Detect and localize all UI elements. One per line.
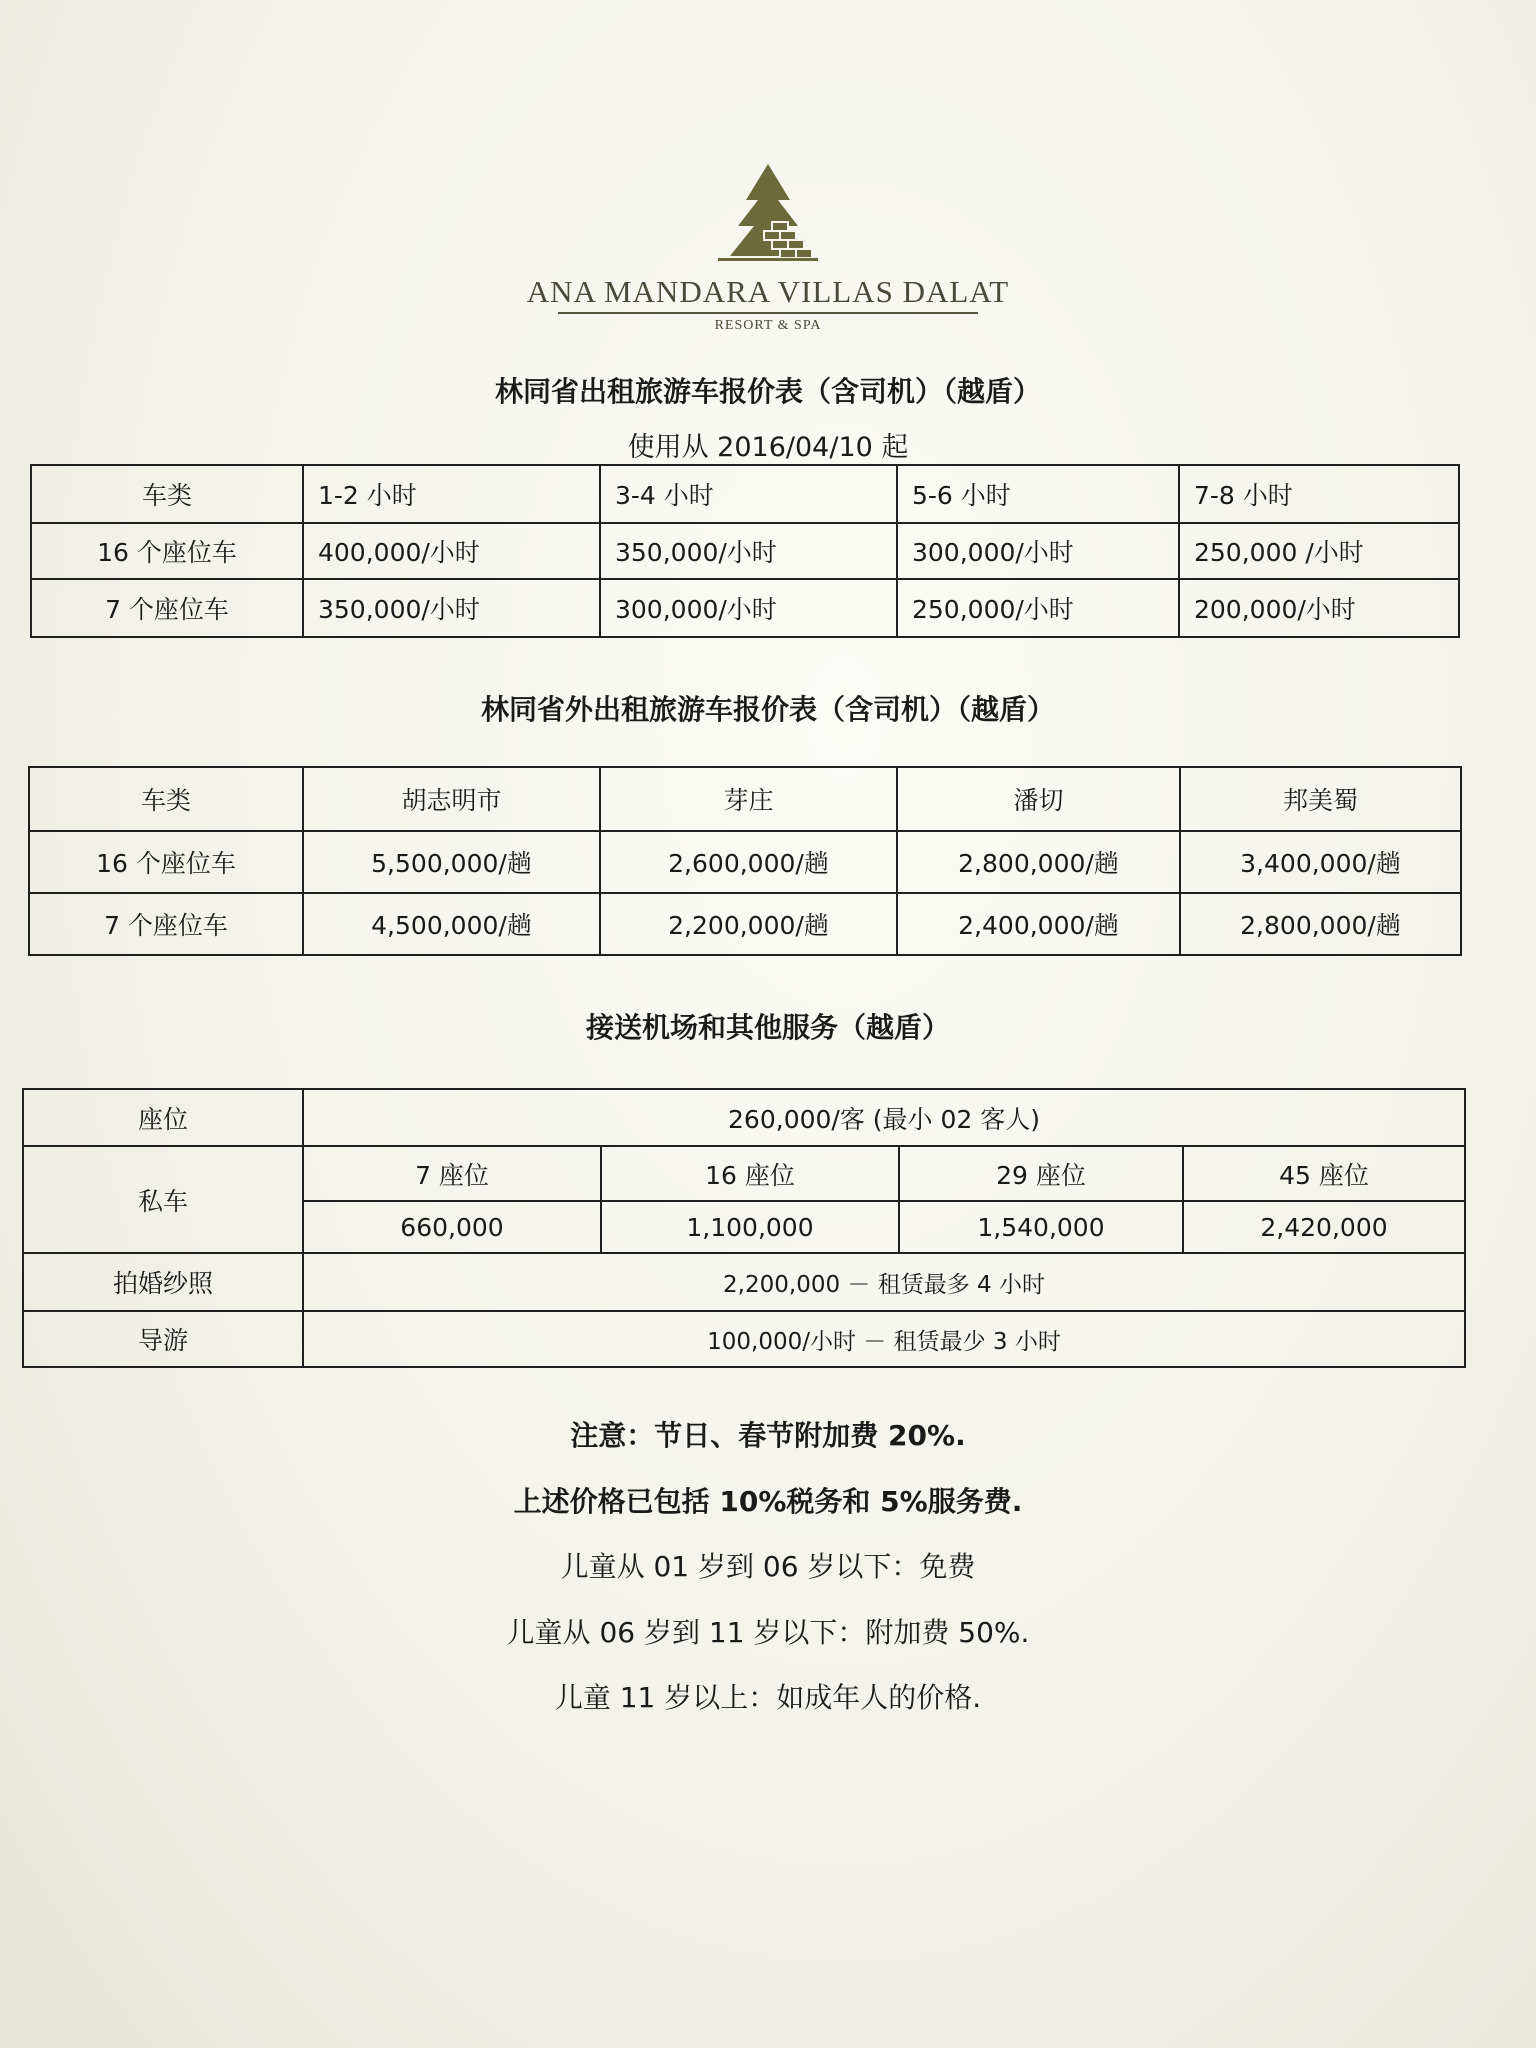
table-header-cell: 车类: [31, 465, 303, 523]
price-cell: 2,800,000/趟: [897, 831, 1180, 893]
table-header-cell: 芽庄: [600, 767, 897, 831]
brand-name: ANA MANDARA VILLAS DALAT: [526, 274, 1010, 309]
table-row: [31, 523, 1459, 579]
brand-subtitle: RESORT & SPA: [714, 318, 822, 333]
table-row: [29, 831, 1461, 893]
table-header-cell: 45 座位: [1183, 1146, 1465, 1201]
table-header-cell: 29 座位: [899, 1146, 1183, 1201]
vehicle-type-cell: 7 个座位车: [29, 893, 303, 955]
price-cell: 2,200,000/趟: [600, 893, 897, 955]
vehicle-type-cell: 7 个座位车: [31, 579, 303, 637]
table-row: [23, 1089, 1465, 1146]
note-child-free: 儿童从 01 岁到 06 岁以下：免费: [560, 1550, 976, 1583]
out-of-province-rental-table: [28, 766, 1462, 956]
price-cell: 2,420,000: [1183, 1201, 1465, 1253]
price-cell: 300,000/小时: [600, 579, 897, 637]
brand-underline: [558, 312, 978, 314]
table-row: [31, 579, 1459, 637]
section1-subtitle: 使用从 2016/04/10 起: [627, 432, 909, 463]
table-header-cell: 1-2 小时: [303, 465, 600, 523]
table-header-cell: 车类: [29, 767, 303, 831]
price-cell: 1,100,000: [601, 1201, 899, 1253]
service-value-cell: 260,000/客 (最小 02 客人): [303, 1089, 1465, 1146]
table-row: [29, 893, 1461, 955]
price-cell: 2,800,000/趟: [1180, 893, 1461, 955]
service-label-cell: 拍婚纱照: [23, 1253, 303, 1311]
price-cell: 4,500,000/趟: [303, 893, 600, 955]
price-cell: 1,540,000: [899, 1201, 1183, 1253]
table-row: [23, 1311, 1465, 1367]
price-cell: 400,000/小时: [303, 523, 600, 579]
service-value-cell: 2,200,000 － 租赁最多 4 小时: [303, 1253, 1465, 1311]
brand-logo: [0, 160, 1536, 334]
table-row: [23, 1146, 1465, 1201]
pine-tree-brick-logo-icon: [698, 160, 838, 270]
price-cell: 2,400,000/趟: [897, 893, 1180, 955]
price-cell: 300,000/小时: [897, 523, 1179, 579]
price-cell: 660,000: [303, 1201, 601, 1253]
vehicle-type-cell: 16 个座位车: [29, 831, 303, 893]
note-child-half: 儿童从 06 岁到 11 岁以下：附加费 50%.: [506, 1616, 1030, 1649]
table-header-cell: 潘切: [897, 767, 1180, 831]
table-header-cell: 7 座位: [303, 1146, 601, 1201]
note-child-adult: 儿童 11 岁以上：如成年人的价格.: [554, 1681, 982, 1714]
table-header-cell: 5-6 小时: [897, 465, 1179, 523]
section1-title: 林同省出租旅游车报价表（含司机）（越盾）: [494, 375, 1041, 408]
table-header-cell: 邦美蜀: [1180, 767, 1461, 831]
section3-title: 接送机场和其他服务（越盾）: [585, 1011, 950, 1044]
vehicle-type-cell: 16 个座位车: [31, 523, 303, 579]
table-header-cell: 3-4 小时: [600, 465, 897, 523]
note-surcharge: 注意：节日、春节附加费 20%.: [570, 1419, 966, 1452]
local-rental-table: [30, 464, 1460, 638]
price-cell: 350,000/小时: [600, 523, 897, 579]
price-cell: 350,000/小时: [303, 579, 600, 637]
table-header-cell: 胡志明市: [303, 767, 600, 831]
section2-title: 林同省外出租旅游车报价表（含司机）（越盾）: [480, 693, 1055, 726]
service-label-cell: 导游: [23, 1311, 303, 1367]
price-cell: 200,000/小时: [1179, 579, 1459, 637]
airport-services-table: [22, 1088, 1466, 1368]
price-cell: 3,400,000/趟: [1180, 831, 1461, 893]
table-header-row: [29, 767, 1461, 831]
table-row: [23, 1253, 1465, 1311]
price-cell: 250,000 /小时: [1179, 523, 1459, 579]
price-cell: 5,500,000/趟: [303, 831, 600, 893]
service-label-cell: 座位: [23, 1089, 303, 1146]
price-cell: 250,000/小时: [897, 579, 1179, 637]
note-tax: 上述价格已包括 10%税务和 5%服务费.: [513, 1485, 1023, 1518]
table-header-cell: 7-8 小时: [1179, 465, 1459, 523]
service-value-cell: 100,000/小时 － 租赁最少 3 小时: [303, 1311, 1465, 1367]
price-cell: 2,600,000/趟: [600, 831, 897, 893]
table-header-cell: 16 座位: [601, 1146, 899, 1201]
table-header-row: [31, 465, 1459, 523]
service-label-cell: 私车: [23, 1146, 303, 1253]
